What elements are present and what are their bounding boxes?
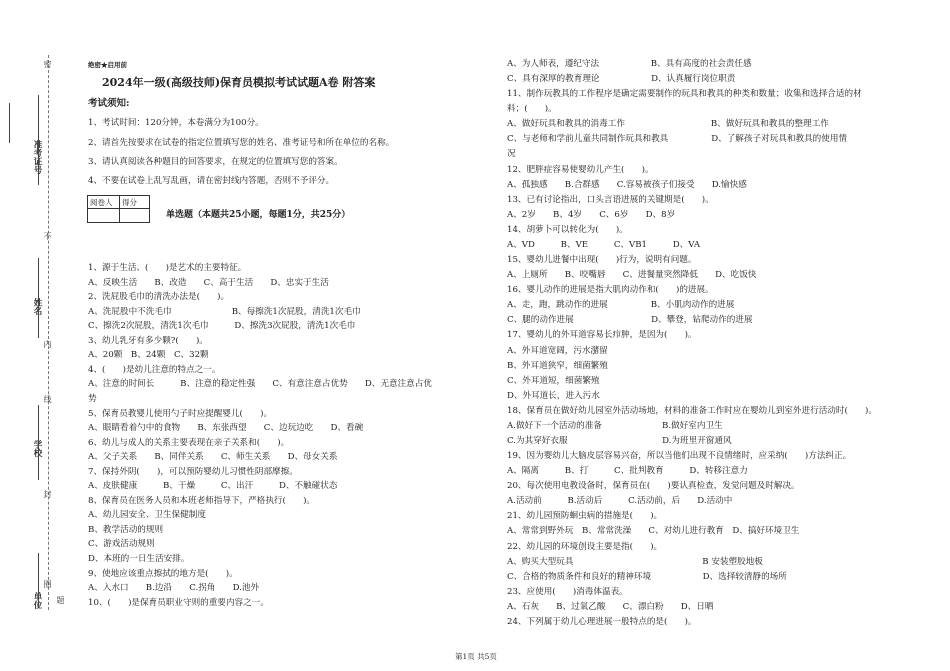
question-line: A、做好玩具和教具的消毒工作 B、做好玩具和教具的整理工作 xyxy=(507,119,829,130)
question-line: C.为其穿好衣服 D.为班里开窗通风 xyxy=(507,436,732,446)
question-line: 24、下列属于幼儿心理进展一般特点的是( )。 xyxy=(507,616,697,627)
question-line: C、游戏活动规则 xyxy=(88,539,155,550)
question-line: A、走，跑，跳动作的进展 B、小肌肉动作的进展 xyxy=(507,300,735,311)
question-line: 势 xyxy=(88,393,97,404)
page-title: 2024年一级(高级技师)保育员模拟考试试题A卷 附答案 xyxy=(102,76,376,89)
question-line: C、与老师和学前儿童共同制作玩具和教具 D、了解孩子对玩具和教具的使用情 xyxy=(507,134,848,145)
question-line: A、眼睛看着勺中的食物 B、东张西望 C、边玩边吃 D、看碗 xyxy=(88,423,364,434)
score-label: 得分 xyxy=(120,196,150,209)
question-line: D、外耳道长，进入污水 xyxy=(507,390,600,401)
question-line: C、合格的物质条件和良好的精神环境 D、选择较清静的场所 xyxy=(507,571,787,582)
name-line xyxy=(38,258,39,338)
question-line: 20、每次使用电教设备时，保育员在( )要认真检查，发觉问题及时解决。 xyxy=(507,481,800,492)
question-line: A、皮肤健康 B、干燥 C、出汗 D、不触碰状态 xyxy=(88,481,338,492)
seal-mark-6: 圈 xyxy=(43,580,52,588)
question-line: 2、洗屁股毛巾的清洗办法是( )。 xyxy=(88,292,230,303)
question-line: 料；( )。 xyxy=(507,104,557,115)
question-line: B、外耳道狭窄，细菌繁殖 xyxy=(507,360,608,371)
question-line: A、注意的时间长 B、注意的稳定性强 C、有意注意占优势 D、无意注意占优 xyxy=(88,379,432,390)
question-line: 19、因为婴幼儿大脑皮层容易兴奋，所以当他们出现不良情绪时，应采纳( )方法纠正。 xyxy=(507,451,852,462)
question-line: 21、幼儿园预防蛔虫病的措施是( )。 xyxy=(507,511,663,522)
question-line: 14、胡萝卜可以转化为( )。 xyxy=(507,224,628,235)
notice-title: 考试须知: xyxy=(88,98,130,109)
question-line: A、为人师表，遵纪守法 B、具有高度的社会责任感 xyxy=(507,59,752,69)
name-label: 姓名 xyxy=(32,298,42,315)
question-line: 4、( )是幼儿注意的特点之一。 xyxy=(88,364,221,375)
school-label: 学校 xyxy=(32,440,42,457)
question-line: A、外耳道宽阔，污水潴留 xyxy=(507,345,608,356)
school-line xyxy=(38,405,39,480)
question-line: 22、幼儿园的环境创设主要是指( )。 xyxy=(507,541,663,552)
notice-item: 3、请认真阅读各种题目的回答要求，在规定的位置填写您的答案。 xyxy=(88,157,343,167)
question-line: 9、使地应该重点擦拭的地方是( )。 xyxy=(88,568,238,579)
notice-item: 2、请首先按要求在试卷的指定位置填写您的姓名、准考证号和所在单位的名称。 xyxy=(88,138,395,148)
notice-item: 4、不要在试卷上乱写乱画，请在密封线内答题，否则不予评分。 xyxy=(88,176,335,186)
question-line: 11、制作玩教具的工作程序是确定需要制作的玩具和教具的种类和数量；收集和选择合适的材 xyxy=(507,89,862,100)
seal-mark-2: 不 xyxy=(43,232,52,240)
score-table xyxy=(87,195,150,223)
question-line: C、具有深厚的教育理论 D、认真履行岗位职责 xyxy=(507,74,736,85)
question-line: A、2岁 B、4岁 C、6岁 D、8岁 xyxy=(507,209,676,220)
question-line: A、洗屁股中不洗毛巾 B、每擦洗1次屁股，清洗1次毛巾 xyxy=(88,306,361,317)
question-line: A、石灰 B、过氧乙酸 C、漂白粉 D、日晒 xyxy=(507,601,714,612)
question-line: A、父子关系 B、同伴关系 C、师生关系 D、母女关系 xyxy=(88,452,338,463)
seal-dashed-line xyxy=(48,55,49,610)
question-line: 8、保育员在医务人员和本班老师指导下，严格执行( )。 xyxy=(88,495,316,506)
question-line: 18、保育员在做好幼儿园室外活动场地，材料的准备工作时应在婴幼儿到室外进行活动时( )。 xyxy=(507,405,877,416)
question-line: 15、婴幼儿进餐中出现( )行为，说明有问题。 xyxy=(507,255,697,266)
question-line: 3、幼儿乳牙有多少颗?( )。 xyxy=(88,335,208,346)
question-line: 6、幼儿与成人的关系主要表现在亲子关系和( )。 xyxy=(88,437,290,448)
grader-label: 阅卷人 xyxy=(88,196,120,209)
question-line: 况 xyxy=(507,149,516,160)
question-line: A、反映生活 B、改造 C、高于生活 D、忠实于生活 xyxy=(88,277,329,288)
question-line: 12、肥胖症容易使婴幼儿产生( )。 xyxy=(507,164,654,175)
grader-cell[interactable] xyxy=(88,209,120,223)
question-line: 10、( )是保育员职业守则的重要内容之一。 xyxy=(88,597,269,608)
question-line: A、隔离 B、打 C、批判教育 D、转移注意力 xyxy=(507,466,748,477)
seal-mark-7: 题 xyxy=(56,596,65,604)
seal-mark-4: 线 xyxy=(43,395,52,403)
question-line: 1、源于生活、( )是艺术的主要特征。 xyxy=(88,263,247,273)
question-line: 23、应使用( )消毒体温表。 xyxy=(507,586,628,597)
question-line: 13、已有讨论指出，口头言语进展的关键期是( )。 xyxy=(507,194,714,205)
seal-mark-1: 密 xyxy=(43,60,52,68)
section-title: 单选题（本题共25小题，每题1分，共25分） xyxy=(166,210,351,220)
score-cell[interactable] xyxy=(120,209,150,223)
question-line: 17、婴幼儿的外耳道容易长疖肿，是因为( )。 xyxy=(507,330,697,341)
question-line: A.活动前 B.活动后 C.活动前，后 D.活动中 xyxy=(507,496,733,507)
unit-line xyxy=(38,553,39,608)
question-line: C、擦洗2次屁股，清洗1次毛巾 D、擦洗3次屁股，清洗1次毛巾 xyxy=(88,321,356,332)
question-line: A、常常到野外玩 B、常常洗澡 C、对幼儿进行教育 D、搞好环境卫生 xyxy=(507,526,800,537)
unit-label: 单位 xyxy=(32,592,42,609)
question-line: 16、婴儿动作的进展是指大肌肉动作和( )的进展。 xyxy=(507,285,714,296)
question-line: A、幼儿园安全、卫生保健制度 xyxy=(88,510,206,521)
exam-id-line xyxy=(38,95,39,185)
question-line: A、入水口 B.边沿 C.拐角 D.池外 xyxy=(88,583,260,594)
notice-item: 1、考试时间：120分钟，本卷满分为100分。 xyxy=(88,118,264,128)
question-line: A、VD B、VE C、VB1 D、VA xyxy=(507,239,701,250)
question-line: D、本班的一日生活安排。 xyxy=(88,554,190,564)
secret-mark: 绝密★启用前 xyxy=(88,61,127,69)
question-line: A.做好下一个活动的准备 B.做好室内卫生 xyxy=(507,420,723,431)
question-line: A、上厕所 B、咬嘴唇 C、进餐量突然降低 D、吃饭快 xyxy=(507,270,757,281)
question-line: B、教学活动的规则 xyxy=(88,524,164,535)
page-footer: 第1页 共5页 xyxy=(455,652,497,661)
question-line: A、购买大型玩具 B 安装塑胶地板 xyxy=(507,556,763,567)
seal-mark-3: 内 xyxy=(43,340,52,348)
exam-id-label: 准考证号 xyxy=(32,140,42,174)
question-line: C、腿的动作进展 D、攀登，钻爬动作的进展 xyxy=(507,315,753,326)
question-line: 7、保持外阴( )，可以预防婴幼儿习惯性阴部摩擦。 xyxy=(88,466,298,477)
question-line: C、外耳道短，细菌繁殖 xyxy=(507,375,600,386)
question-line: A、孤独感 B.合群感 C.容易被孩子们接受 D.愉快感 xyxy=(507,179,747,190)
seal-mark-5: 封 xyxy=(43,490,52,498)
question-line: 5、保育员教婴儿使用勺子时应提醒婴儿( )。 xyxy=(88,408,273,419)
question-line: A、20颗 B、24颗 C、32颗 xyxy=(88,350,209,361)
